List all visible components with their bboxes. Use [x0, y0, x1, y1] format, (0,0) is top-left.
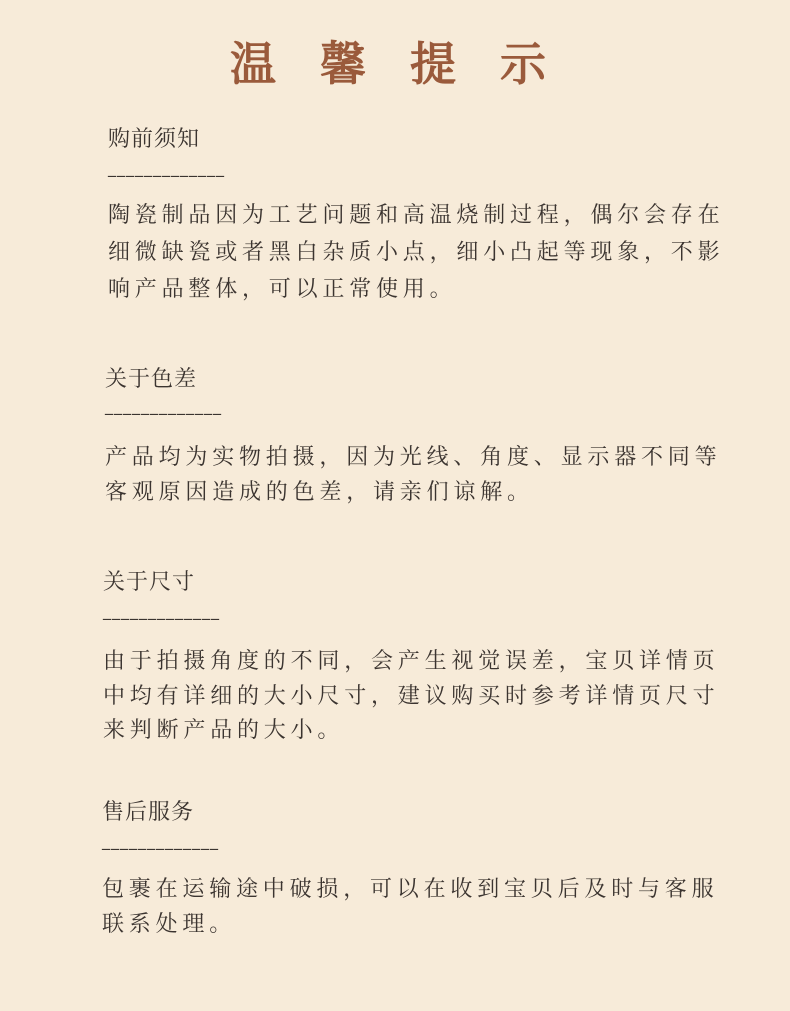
body-line: 产品均为实物拍摄，因为光线、角度、显示器不同等 [105, 445, 722, 470]
body-line: 细微缺瓷或者黑白杂质小点，细小凸起等现象，不影 [108, 240, 725, 265]
body-line: 中均有详细的大小尺寸，建议购买时参考详情页尺寸 [103, 684, 720, 709]
body-line: 包裹在运输途中破损，可以在收到宝贝后及时与客服 [102, 877, 719, 902]
section-heading: 关于色差 [105, 367, 198, 392]
body-line: 由于拍摄角度的不同，会产生视觉误差，宝贝详情页 [103, 649, 720, 674]
section-divider: _____________ [103, 601, 220, 620]
section-heading: 关于尺寸 [103, 570, 196, 595]
body-line: 联系处理。 [102, 912, 237, 937]
body-line: 来判断产品的大小。 [103, 718, 345, 743]
section-heading: 购前须知 [108, 127, 201, 152]
section-divider: _____________ [105, 396, 222, 415]
section-divider: _____________ [108, 158, 225, 177]
section-divider: _____________ [102, 831, 219, 850]
body-line: 客观原因造成的色差，请亲们谅解。 [105, 480, 534, 505]
body-line: 陶瓷制品因为工艺问题和高温烧制过程，偶尔会存在 [108, 203, 725, 228]
section-heading: 售后服务 [102, 800, 195, 825]
body-line: 响产品整体，可以正常使用。 [108, 277, 457, 302]
page-title: 温 馨 提 示 [229, 37, 561, 91]
